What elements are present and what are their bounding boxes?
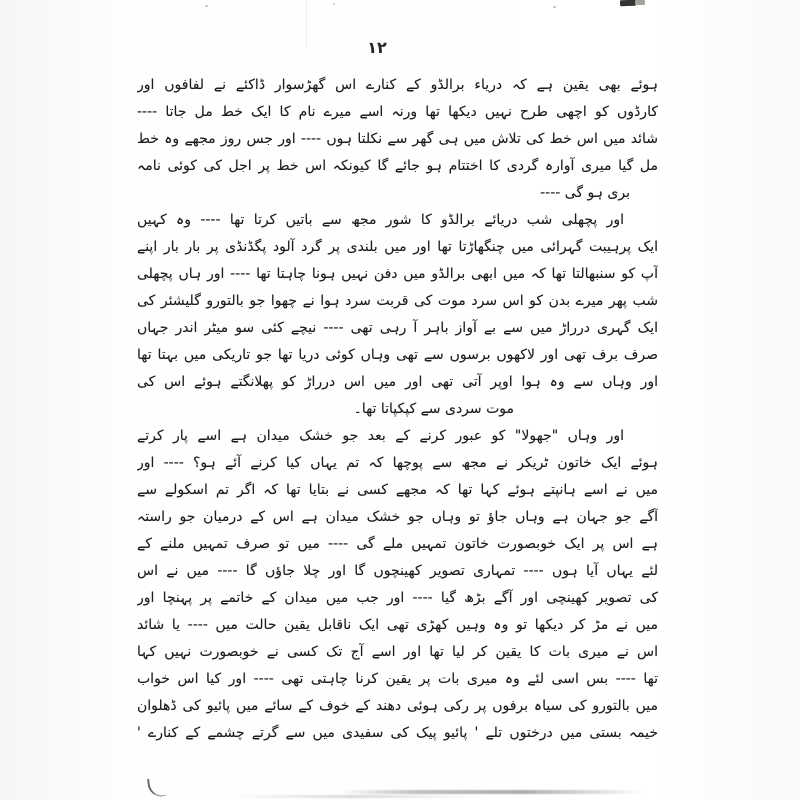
text-line: ایک پرہیبت گہرائی میں چنگھاڑتا تھا اور میں بلندی پر گرد آلود پگڈنڈی پر بار بار اپنے [137,239,658,255]
text-line: میں نے مڑ کر دیکھا تو وہ وہیں کھڑی تھی ایک ناقابل یقین حالت میں ---- یا شائد [137,617,658,633]
scan-speck [553,6,556,8]
text-line: موت سردی سے کپکپاتا تھا۔ [353,401,514,417]
text-line: مل گیا میری آوارہ گردی کا اختتام ہو جائے گا کیونکہ اس خط پر اجل کی کوئی نامہ [137,158,658,174]
paragraph-1 [137,72,658,207]
text-line: اور وہاں سے وہ ہوا اوپر آتی تھی اور میں اس درراڑ کو پھلانگتے ہوئے اس کی [137,374,658,390]
scan-speck [205,5,208,7]
scan-streak [228,795,478,798]
page-crease [306,0,307,48]
text-line: میں نے اسے ہانپتے ہوئے کہا تھا کہ مجھے کسی نے بتایا تھا کہ اگر تم اسکولے سے [137,482,658,498]
text-line: لئے یہاں آیا ہوں ---- تمہاری تصویر کھینچوں گا اور چلا جاؤں گا ---- میں نے اس [137,563,658,579]
text-block [137,72,658,747]
text-line: ہے اس پر ایک خوبصورت خاتون تمہیں ملے گی ---- میں تو صرف تمہیں ملنے کے [137,536,658,552]
text-line: ایک گہری درراڑ میں سے بے آواز باہر آ رہی تھی ---- نیچے کئی سو میٹر اندر جہاں [137,320,658,336]
scan-smudge-dark [620,0,636,6]
text-line: شائد میں اس خط کی تلاش میں ہی گھر سے نکلتا ہوں ---- اور جس روز مجھے وہ خط [137,131,658,147]
text-line: کی تصویر کھینچی اور آگے بڑھ گیا ---- اور جب میں میدان کے خاتمے پر پہنچا اور [137,590,658,606]
text-line: شب پھر میرے بدن کو اس سرد موت کی قربت سرد ہوا نے چھوا جو بالتورو گلیشئر کی [137,293,658,309]
text-line: اس نے میری بات کا یقین کر لیا تھا اور اسے آج تک کسی نے خوبصورت نہیں کہا [137,644,658,660]
text-line: اور پچھلی شب دریائے برالڈو کا شور مجھ سے باتیں کرتا تھا ---- وہ کہیں [137,212,624,228]
scan-smudge-light [635,0,645,5]
text-line: تھا ---- بس اسی لئے وہ میری بات پر یقین کرنا چاہتی تھی ---- اور کیا اس خواب [137,671,658,687]
page-number: ۱۲ [367,38,387,57]
text-line: خیمہ بستی میں درختوں تلے ' پائیو پیک کی سفیدی میں سے گرتے چشمے کے کنارے ' [137,725,658,741]
page-curl-mark [147,777,166,798]
text-line: میں بالتورو کی سیاہ برفوں پر رکی ہوئی دھند کے خوف کے سائے میں پائیو کی ڈھلوان [137,698,658,714]
text-line: آپ کو سنبھالتا تھا کہ میں ابھی برالڈو میں دفن نہیں ہونا چاہتا تھا ---- اور ہاں پچھلی [137,266,658,282]
text-line: ہوئے بھی یقین ہے کہ دریاء برالڈو کے کنارے اس گھڑسوار ڈاکئے نے لفافوں اور [137,77,658,93]
text-line: صرف برف تھی اور لاکھوں برسوں سے تھی وہاں کوئی دریا تھا جو تاریکی میں بہتا تھا [137,347,658,363]
text-line: ہوئے ایک خاتون ٹریکر نے مجھ سے پوچھا کہ تم یہاں کیا کرنے آئے ہو؟ ---- اور [137,455,658,471]
text-line: کارڈوں کو اچھی طرح نہیں دیکھا تھا ورنہ اسے میرے نام کا ایک خط مل جاتا ---- [137,104,658,120]
paragraph-2 [137,207,658,423]
scan-streak [340,790,645,794]
text-line: اور وہاں "جھولا" کو عبور کرنے کے بعد جو خشک میدان ہے اسے پار کرتے [137,428,624,444]
text-line: بری ہو گی ---- [540,185,630,201]
scan-speck [333,3,335,5]
text-line: آگے جو جہان ہے وہاں جاؤ تو وہاں جو خشک میدان ہے اس کے درمیان جو راستہ [137,509,658,525]
paragraph-3 [137,423,658,747]
